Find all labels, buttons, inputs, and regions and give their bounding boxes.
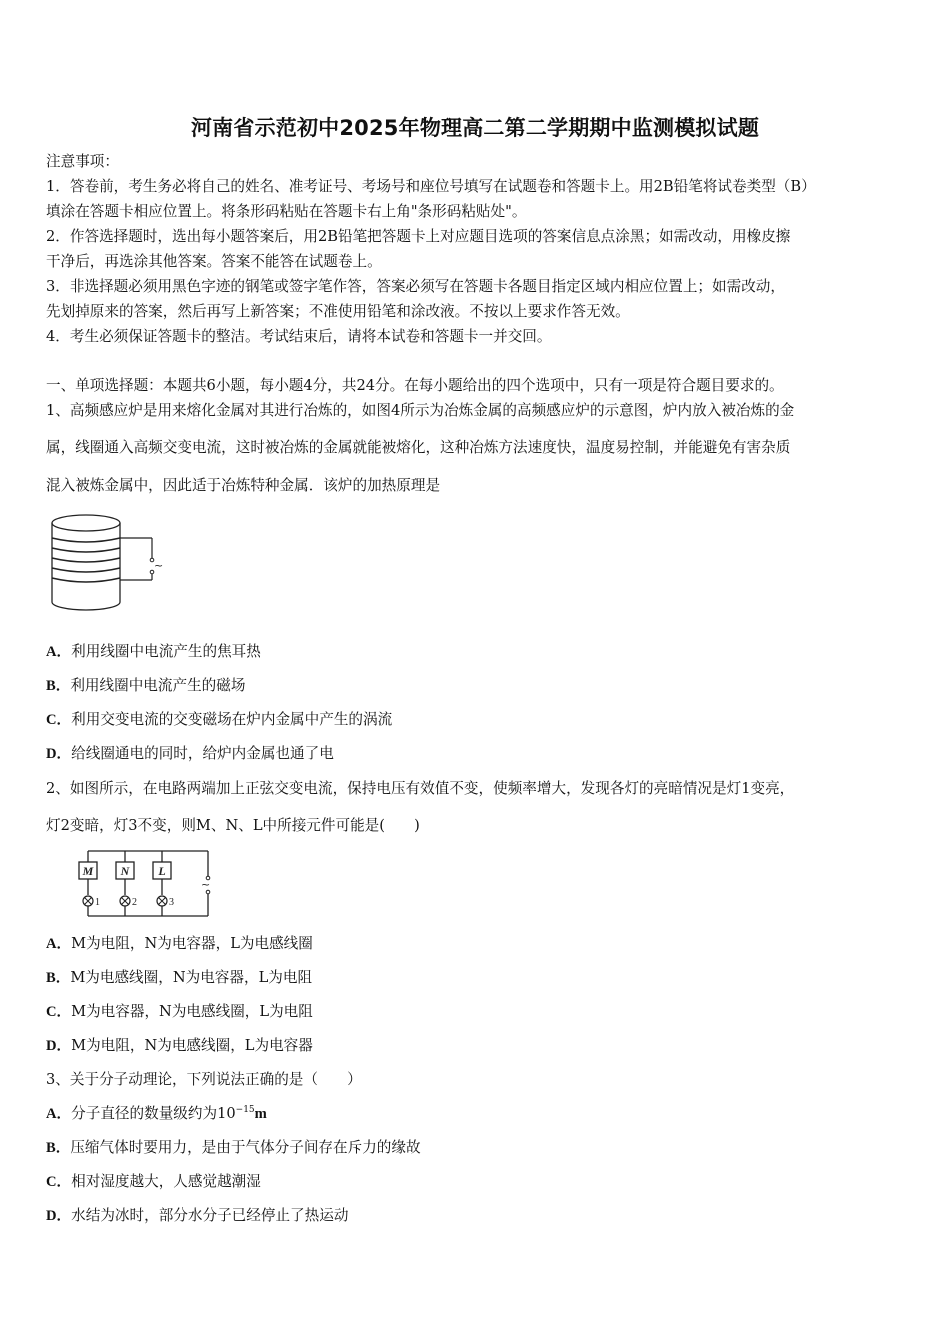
q2-option-a[interactable] [46, 934, 916, 954]
option-letter: B． [46, 970, 71, 986]
option-letter: C． [46, 1174, 72, 1190]
q1-stem-line: 属，线圈通入高频交变电流，这时被冶炼的金属就能被熔化，这种冶炼方法速度快，温度易控制，并能避免有害杂质 [46, 439, 791, 456]
notice-heading: 注意事项： [46, 153, 119, 170]
q2-option-b[interactable] [46, 968, 916, 988]
lamp-circuit-figure [74, 848, 214, 920]
q3-option-c[interactable] [46, 1172, 916, 1192]
option-text: M为电阻，N为电感线圈，L为电容器 [71, 1037, 313, 1054]
option-text: 利用交变电流的交变磁场在炉内金属中产生的涡流 [71, 711, 393, 728]
option-letter: D． [46, 1208, 72, 1224]
box-label-m: M [82, 864, 94, 878]
branch-n [116, 851, 137, 916]
notice-line: 3．非选择题必须用黑色字迹的钢笔或签字笔作答，答案必须写在答题卡各题目指定区域内相应位置上；如需改动， [46, 278, 785, 295]
notice-line: 2．作答选择题时，选出每小题答案后，用2B铅笔把答题卡上对应题目选项的答案信息点涂黑；如需改动，用橡皮擦 [46, 228, 791, 245]
notice-line: 填涂在答题卡相应位置上。将条形码粘贴在答题卡右上角"条形码粘贴处"。 [46, 203, 527, 220]
option-text: 相对湿度越大，人感觉越潮湿 [71, 1173, 261, 1190]
option-letter: C． [46, 712, 72, 728]
q1-option-d[interactable] [46, 744, 916, 764]
unit: m [254, 1106, 267, 1122]
option-text: 利用线圈中电流产生的焦耳热 [71, 643, 261, 660]
option-text: 水结为冰时，部分水分子已经停止了热运动 [71, 1207, 349, 1224]
q1-stem-line: 1、高频感应炉是用来熔化金属对其进行冶炼的，如图4所示为冶炼金属的高频感应炉的示意图，炉内放入被冶炼的金 [46, 402, 795, 419]
q3-option-b[interactable] [46, 1138, 916, 1158]
q1-stem-line: 混入被炼金属中，因此适于冶炼特种金属．该炉的加热原理是 [46, 477, 441, 494]
option-text: 利用线圈中电流产生的磁场 [70, 677, 246, 694]
notice-line: 干净后，再选涂其他答案。答案不能答在试题卷上。 [46, 253, 382, 270]
lamp-label-1: 1 [95, 897, 100, 908]
section-heading: 一、单项选择题：本题共6小题，每小题4分，共24分。在每小题给出的四个选项中，只有一项是符合题目要求的。 [46, 377, 784, 394]
ac-source-symbol: ~ [154, 559, 164, 572]
q1-option-c[interactable] [46, 710, 916, 730]
q1-option-b[interactable] [46, 676, 916, 696]
branch-l [153, 851, 174, 916]
notice-line: 4．考生必须保证答题卡的整洁。考试结束后，请将本试卷和答题卡一并交回。 [46, 328, 552, 345]
branch-m [79, 851, 100, 916]
option-letter: B． [46, 678, 71, 694]
q3-option-a[interactable] [46, 1104, 916, 1124]
exponent: −15 [235, 1105, 255, 1116]
option-letter: A． [46, 644, 72, 660]
option-text: 压缩气体时要用力，是由于气体分子间存在斥力的缘故 [70, 1139, 421, 1156]
ac-source-symbol: ~ [201, 878, 211, 891]
option-text: M为电容器，N为电感线圈，L为电阻 [71, 1003, 313, 1020]
q2-stem-line: 灯2变暗，灯3不变，则M、N、L中所接元件可能是( ) [46, 817, 420, 834]
q2-option-d[interactable] [46, 1036, 916, 1056]
option-letter: D． [46, 1038, 72, 1054]
box-label-l: L [158, 864, 166, 878]
page-title: 河南省示范初中2025年物理高二第二学期期中监测模拟试题 [190, 116, 760, 140]
q1-option-a[interactable] [46, 642, 916, 662]
q2-stem-line: 2、如图所示，在电路两端加上正弦交变电流，保持电压有效值不变，使频率增大，发现各灯的亮暗情况是灯1变亮， [46, 780, 795, 797]
notice-line: 先划掉原来的答案，然后再写上新答案；不准使用铅笔和涂改液。不按以上要求作答无效。 [46, 303, 630, 320]
option-letter: C． [46, 1004, 72, 1020]
option-letter: B． [46, 1140, 71, 1156]
box-label-n: N [120, 864, 130, 878]
option-text: 给线圈通电的同时，给炉内金属也通了电 [71, 745, 334, 762]
induction-furnace-figure [44, 510, 166, 616]
option-letter: A． [46, 936, 72, 952]
option-letter: D． [46, 746, 72, 762]
option-text: M为电阻，N为电容器，L为电感线圈 [71, 935, 313, 952]
lamp-label-3: 3 [169, 897, 174, 908]
q2-option-c[interactable] [46, 1002, 916, 1022]
option-text: M为电感线圈，N为电容器，L为电阻 [70, 969, 313, 986]
lamp-label-2: 2 [132, 897, 137, 908]
option-letter: A． [46, 1106, 72, 1122]
q3-stem: 3、关于分子动理论，下列说法正确的是（ ） [46, 1071, 362, 1088]
q3-option-d[interactable] [46, 1206, 916, 1226]
option-text: 分子直径的数量级约为10 [71, 1105, 236, 1122]
notice-line: 1．答卷前，考生务必将自己的姓名、准考证号、考场号和座位号填写在试题卷和答题卡上。用2B铅笔将试卷类型（B） [46, 178, 816, 195]
